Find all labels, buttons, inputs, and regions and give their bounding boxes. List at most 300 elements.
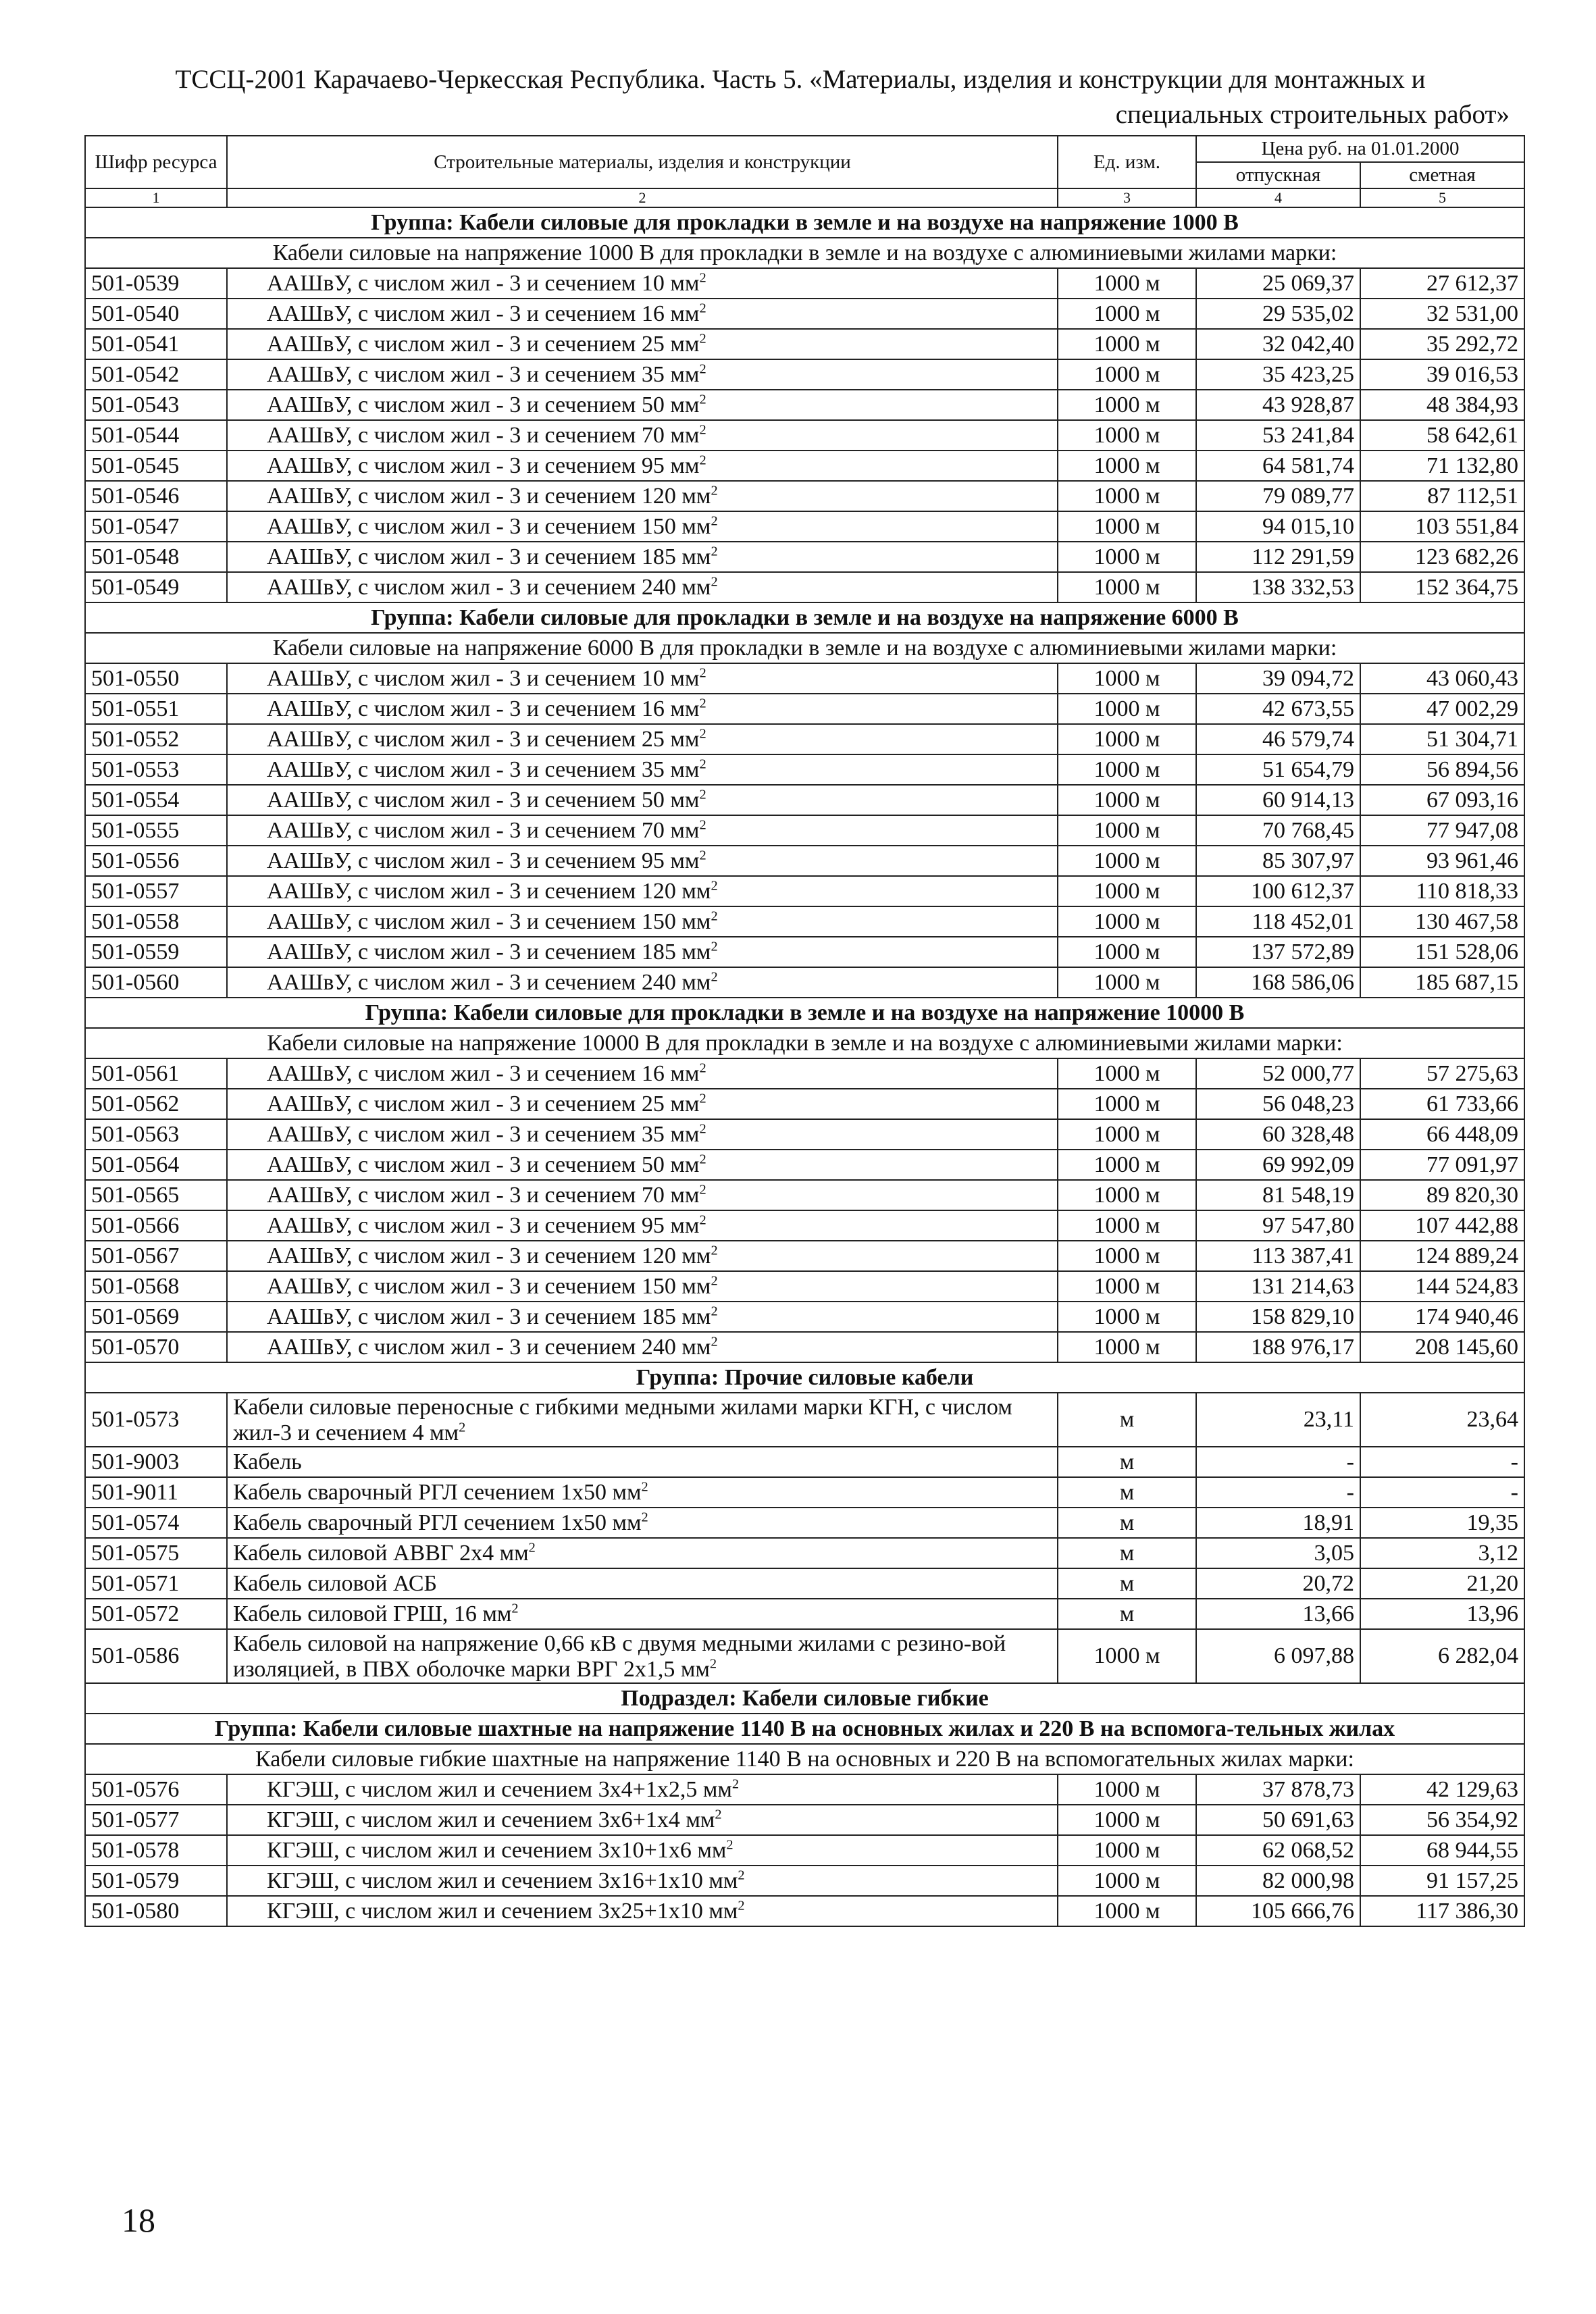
unit-superscript: 2: [711, 1273, 718, 1289]
release-price: 64 581,74: [1196, 451, 1360, 481]
material-name: [227, 1393, 1058, 1447]
material-name-text: ААШвУ, с числом жил - 3 и сечением 240 мм: [267, 1334, 711, 1360]
release-price: 6 097,88: [1196, 1629, 1360, 1683]
unit-of-measure: 1000 м: [1058, 967, 1196, 998]
material-name: [227, 876, 1058, 906]
material-name: [227, 542, 1058, 572]
group-title-row: [85, 1362, 1524, 1393]
unit-of-measure: 1000 м: [1058, 268, 1196, 299]
unit-superscript: 2: [699, 270, 706, 286]
table-row: [85, 1835, 1524, 1866]
material-name-text: ААШвУ, с числом жил - 3 и сечением 70 мм: [267, 422, 700, 448]
estimate-price: 56 354,92: [1360, 1805, 1524, 1835]
estimate-price: 3,12: [1360, 1538, 1524, 1568]
resource-code: 501-0569: [85, 1302, 227, 1332]
material-name-text: Кабели силовые переносные с гибкими медными жилами марки КГН, с числом жил-3 и сечением 4 мм: [233, 1395, 1012, 1445]
material-name-text: Кабель силовой АСБ: [233, 1570, 438, 1596]
material-name: [227, 1538, 1058, 1568]
unit-of-measure: 1000 м: [1058, 481, 1196, 511]
resource-code: 501-0565: [85, 1180, 227, 1210]
unit-superscript: 2: [711, 544, 718, 559]
material-name: [227, 815, 1058, 846]
unit-of-measure: 1000 м: [1058, 1089, 1196, 1119]
unit-superscript: 2: [711, 939, 718, 954]
unit-of-measure: 1000 м: [1058, 511, 1196, 542]
resource-code: 501-0586: [85, 1629, 227, 1683]
unit-superscript: 2: [699, 756, 706, 772]
estimate-price: 174 940,46: [1360, 1302, 1524, 1332]
resource-code: 501-0551: [85, 694, 227, 724]
material-name: [227, 1599, 1058, 1629]
material-name-text: ААШвУ, с числом жил - 3 и сечением 10 мм: [267, 270, 700, 296]
material-name-text: КГЭШ, с числом жил и сечением 3х6+1х4 мм: [267, 1807, 715, 1832]
unit-superscript: 2: [711, 908, 718, 924]
material-name: [227, 1150, 1058, 1180]
col-num-2: 2: [227, 188, 1058, 207]
group-description-row: [85, 1028, 1524, 1058]
unit-of-measure: 1000 м: [1058, 785, 1196, 815]
table-row: [85, 815, 1524, 846]
col-num-4: 4: [1196, 188, 1360, 207]
price-table: [84, 135, 1525, 1927]
unit-of-measure: м: [1058, 1393, 1196, 1447]
resource-code: 501-0540: [85, 299, 227, 329]
resource-code: 501-0553: [85, 754, 227, 785]
material-name: [227, 846, 1058, 876]
table-row: [85, 1089, 1524, 1119]
material-name-text: ААШвУ, с числом жил - 3 и сечением 35 мм: [267, 1121, 700, 1147]
estimate-price: 93 961,46: [1360, 846, 1524, 876]
resource-code: 501-0577: [85, 1805, 227, 1835]
material-name: [227, 511, 1058, 542]
release-price: 112 291,59: [1196, 542, 1360, 572]
material-name: [227, 268, 1058, 299]
col-header-price: Цена руб. на 01.01.2000: [1196, 136, 1524, 162]
release-price: 29 535,02: [1196, 299, 1360, 329]
material-name-text: ААШвУ, с числом жил - 3 и сечением 35 мм: [267, 756, 700, 782]
estimate-price: 6 282,04: [1360, 1629, 1524, 1683]
resource-code: 501-0578: [85, 1835, 227, 1866]
unit-superscript: 2: [715, 1807, 722, 1822]
col-num-3: 3: [1058, 188, 1196, 207]
col-num-5: 5: [1360, 188, 1524, 207]
material-name: [227, 1835, 1058, 1866]
unit-of-measure: 1000 м: [1058, 876, 1196, 906]
material-name: [227, 1332, 1058, 1362]
material-name-text: ААШвУ, с числом жил - 3 и сечением 150 мм: [267, 513, 711, 539]
unit-of-measure: 1000 м: [1058, 1835, 1196, 1866]
table-row: [85, 451, 1524, 481]
resource-code: 501-0567: [85, 1241, 227, 1271]
resource-code: 501-9003: [85, 1447, 227, 1477]
release-price: 35 423,25: [1196, 359, 1360, 390]
estimate-price: 27 612,37: [1360, 268, 1524, 299]
resource-code: 501-0573: [85, 1393, 227, 1447]
estimate-price: 67 093,16: [1360, 785, 1524, 815]
unit-of-measure: 1000 м: [1058, 724, 1196, 754]
release-price: 20,72: [1196, 1568, 1360, 1599]
release-price: 46 579,74: [1196, 724, 1360, 754]
release-price: 70 768,45: [1196, 815, 1360, 846]
material-name: [227, 1447, 1058, 1477]
table-row: [85, 1805, 1524, 1835]
unit-superscript: 2: [699, 1182, 706, 1198]
material-name: [227, 1058, 1058, 1089]
table-row: [85, 1119, 1524, 1150]
col-header-name: Строительные материалы, изделия и конструкции: [227, 136, 1058, 188]
material-name-text: ААШвУ, с числом жил - 3 и сечением 16 мм: [267, 696, 700, 721]
resource-code: 501-9011: [85, 1477, 227, 1508]
release-price: 32 042,40: [1196, 329, 1360, 359]
unit-superscript: 2: [699, 422, 706, 438]
table-row: [85, 299, 1524, 329]
unit-of-measure: 1000 м: [1058, 1119, 1196, 1150]
unit-superscript: 2: [459, 1420, 466, 1435]
table-row: [85, 1774, 1524, 1805]
resource-code: 501-0558: [85, 906, 227, 937]
material-name: [227, 1241, 1058, 1271]
unit-of-measure: 1000 м: [1058, 663, 1196, 694]
group-description: Кабели силовые на напряжение 6000 В для прокладки в земле и на воздухе с алюминиевыми жилами марки:: [85, 633, 1524, 663]
col-header-release: отпускная: [1196, 162, 1360, 188]
unit-of-measure: 1000 м: [1058, 846, 1196, 876]
release-price: 39 094,72: [1196, 663, 1360, 694]
table-row: [85, 329, 1524, 359]
unit-of-measure: м: [1058, 1599, 1196, 1629]
material-name-text: ААШвУ, с числом жил - 3 и сечением 50 мм: [267, 787, 700, 813]
unit-of-measure: 1000 м: [1058, 390, 1196, 420]
material-name: [227, 724, 1058, 754]
table-row: [85, 1508, 1524, 1538]
unit-of-measure: 1000 м: [1058, 1332, 1196, 1362]
material-name-text: ААШвУ, с числом жил - 3 и сечением 185 мм: [267, 939, 711, 965]
material-name: [227, 785, 1058, 815]
table-row: [85, 1180, 1524, 1210]
unit-of-measure: 1000 м: [1058, 1302, 1196, 1332]
unit-superscript: 2: [528, 1540, 536, 1555]
material-name-text: КГЭШ, с числом жил и сечением 3х10+1х6 мм: [267, 1837, 727, 1863]
release-price: 23,11: [1196, 1393, 1360, 1447]
release-price: 13,66: [1196, 1599, 1360, 1629]
estimate-price: 185 687,15: [1360, 967, 1524, 998]
resource-code: 501-0579: [85, 1866, 227, 1896]
material-name-text: ААШвУ, с числом жил - 3 и сечением 240 мм: [267, 969, 711, 995]
release-price: 81 548,19: [1196, 1180, 1360, 1210]
estimate-price: 123 682,26: [1360, 542, 1524, 572]
table-row: [85, 572, 1524, 602]
resource-code: 501-0541: [85, 329, 227, 359]
estimate-price: -: [1360, 1447, 1524, 1477]
estimate-price: 103 551,84: [1360, 511, 1524, 542]
table-row: [85, 663, 1524, 694]
material-name-text: ААШвУ, с числом жил - 3 и сечением 70 мм: [267, 817, 700, 843]
resource-code: 501-0568: [85, 1271, 227, 1302]
group-description: Кабели силовые на напряжение 1000 В для прокладки в земле и на воздухе с алюминиевыми жилами марки:: [85, 238, 1524, 268]
unit-superscript: 2: [711, 969, 718, 985]
release-price: 52 000,77: [1196, 1058, 1360, 1089]
release-price: 118 452,01: [1196, 906, 1360, 937]
table-header-row: [85, 136, 1524, 162]
material-name-text: ААШвУ, с числом жил - 3 и сечением 50 мм: [267, 392, 700, 417]
subsection-title-row: [85, 1683, 1524, 1714]
material-name: [227, 1508, 1058, 1538]
unit-of-measure: 1000 м: [1058, 572, 1196, 602]
resource-code: 501-0560: [85, 967, 227, 998]
material-name-text: Кабель сварочный РГЛ сечением 1x50 мм: [233, 1479, 642, 1505]
resource-code: 501-0542: [85, 359, 227, 390]
material-name-text: ААШвУ, с числом жил - 3 и сечением 10 мм: [267, 665, 700, 691]
estimate-price: 91 157,25: [1360, 1866, 1524, 1896]
release-price: 105 666,76: [1196, 1896, 1360, 1926]
material-name: [227, 1210, 1058, 1241]
unit-of-measure: м: [1058, 1538, 1196, 1568]
unit-superscript: 2: [731, 1776, 740, 1792]
material-name: [227, 299, 1058, 329]
unit-of-measure: 1000 м: [1058, 1896, 1196, 1926]
col-header-estimate: сметная: [1360, 162, 1524, 188]
col-num-1: 1: [85, 188, 227, 207]
table-row: [85, 359, 1524, 390]
header-line-1: ТССЦ-2001 Карачаево-Черкесская Республика. Часть 5. «Материалы, изделия и конструкции для монтажных и: [175, 65, 1426, 94]
material-name-text: Кабель силовой АВВГ 2x4 мм: [233, 1540, 529, 1566]
material-name: [227, 329, 1058, 359]
material-name-text: ААШвУ, с числом жил - 3 и сечением 240 мм: [267, 574, 711, 600]
material-name-text: ААШвУ, с числом жил - 3 и сечением 120 мм: [267, 483, 711, 509]
unit-superscript: 2: [699, 331, 706, 346]
table-row: [85, 1271, 1524, 1302]
estimate-price: 110 818,33: [1360, 876, 1524, 906]
release-price: 51 654,79: [1196, 754, 1360, 785]
unit-of-measure: 1000 м: [1058, 1774, 1196, 1805]
table-row: [85, 1241, 1524, 1271]
table-row: [85, 724, 1524, 754]
estimate-price: 58 642,61: [1360, 420, 1524, 451]
resource-code: 501-0571: [85, 1568, 227, 1599]
estimate-price: 144 524,83: [1360, 1271, 1524, 1302]
estimate-price: 130 467,58: [1360, 906, 1524, 937]
unit-of-measure: 1000 м: [1058, 1866, 1196, 1896]
unit-of-measure: м: [1058, 1508, 1196, 1538]
material-name-text: ААШвУ, с числом жил - 3 и сечением 95 мм: [267, 453, 700, 478]
material-name-text: Кабель: [233, 1449, 302, 1474]
table-row: [85, 937, 1524, 967]
material-name-text: ААШвУ, с числом жил - 3 и сечением 185 мм: [267, 544, 711, 569]
group-title: Группа: Кабели силовые для прокладки в земле и на воздухе на напряжение 10000 В: [85, 998, 1524, 1028]
material-name: [227, 1805, 1058, 1835]
release-price: 53 241,84: [1196, 420, 1360, 451]
table-row: [85, 1568, 1524, 1599]
estimate-price: 77 947,08: [1360, 815, 1524, 846]
material-name: [227, 572, 1058, 602]
estimate-price: 208 145,60: [1360, 1332, 1524, 1362]
release-price: 82 000,98: [1196, 1866, 1360, 1896]
unit-of-measure: 1000 м: [1058, 694, 1196, 724]
estimate-price: 124 889,24: [1360, 1241, 1524, 1271]
estimate-price: 39 016,53: [1360, 359, 1524, 390]
material-name: [227, 420, 1058, 451]
resource-code: 501-0561: [85, 1058, 227, 1089]
estimate-price: 21,20: [1360, 1568, 1524, 1599]
release-price: 3,05: [1196, 1538, 1360, 1568]
resource-code: 501-0554: [85, 785, 227, 815]
material-name: [227, 1477, 1058, 1508]
group-description-row: [85, 238, 1524, 268]
table-row: [85, 785, 1524, 815]
release-price: 56 048,23: [1196, 1089, 1360, 1119]
estimate-price: 107 442,88: [1360, 1210, 1524, 1241]
table-row: [85, 1302, 1524, 1332]
material-name-text: ААШвУ, с числом жил - 3 и сечением 120 мм: [267, 1243, 711, 1268]
release-price: 97 547,80: [1196, 1210, 1360, 1241]
table-row: [85, 1150, 1524, 1180]
unit-superscript: 2: [641, 1479, 648, 1495]
unit-of-measure: м: [1058, 1447, 1196, 1477]
material-name: [227, 967, 1058, 998]
table-row: [85, 1447, 1524, 1477]
unit-superscript: 2: [738, 1898, 745, 1913]
release-price: 60 328,48: [1196, 1119, 1360, 1150]
unit-of-measure: 1000 м: [1058, 1629, 1196, 1683]
release-price: 60 914,13: [1196, 785, 1360, 815]
material-name: [227, 1896, 1058, 1926]
resource-code: 501-0550: [85, 663, 227, 694]
release-price: -: [1196, 1477, 1360, 1508]
material-name: [227, 1774, 1058, 1805]
release-price: 18,91: [1196, 1508, 1360, 1538]
resource-code: 501-0559: [85, 937, 227, 967]
material-name-text: ААШвУ, с числом жил - 3 и сечением 150 мм: [267, 1273, 711, 1299]
unit-superscript: 2: [699, 1091, 706, 1106]
release-price: -: [1196, 1447, 1360, 1477]
table-row: [85, 1896, 1524, 1926]
unit-superscript: 2: [711, 878, 718, 894]
material-name-text: КГЭШ, с числом жил и сечением 3х4+1х2,5 мм: [267, 1776, 732, 1802]
unit-superscript: 2: [711, 513, 718, 529]
estimate-price: -: [1360, 1477, 1524, 1508]
unit-superscript: 2: [699, 665, 706, 681]
resource-code: 501-0555: [85, 815, 227, 846]
unit-superscript: 2: [699, 453, 706, 468]
group-title: Группа: Кабели силовые для прокладки в земле и на воздухе на напряжение 6000 В: [85, 602, 1524, 633]
release-price: 69 992,09: [1196, 1150, 1360, 1180]
unit-superscript: 2: [709, 1656, 717, 1672]
resource-code: 501-0552: [85, 724, 227, 754]
release-price: 37 878,73: [1196, 1774, 1360, 1805]
material-name-text: Кабель сварочный РГЛ сечением 1x50 мм: [233, 1510, 642, 1535]
unit-superscript: 2: [711, 483, 718, 498]
unit-superscript: 2: [699, 1121, 706, 1137]
table-row: [85, 1332, 1524, 1362]
page-number: 18: [122, 2201, 155, 2239]
table-row: [85, 1538, 1524, 1568]
group-title: Группа: Кабели силовые шахтные на напряжение 1140 В на основных жилах и 220 В на вспомога-тельных жилах: [85, 1714, 1524, 1744]
unit-of-measure: 1000 м: [1058, 1210, 1196, 1241]
table-row: [85, 542, 1524, 572]
release-price: 43 928,87: [1196, 390, 1360, 420]
document-header: [88, 62, 1513, 132]
unit-of-measure: 1000 м: [1058, 1241, 1196, 1271]
material-name: [227, 1180, 1058, 1210]
resource-code: 501-0574: [85, 1508, 227, 1538]
resource-code: 501-0564: [85, 1150, 227, 1180]
resource-code: 501-0547: [85, 511, 227, 542]
estimate-price: 35 292,72: [1360, 329, 1524, 359]
table-row: [85, 420, 1524, 451]
table-row: [85, 1393, 1524, 1447]
unit-of-measure: 1000 м: [1058, 451, 1196, 481]
material-name-text: ААШвУ, с числом жил - 3 и сечением 150 мм: [267, 908, 711, 934]
unit-of-measure: 1000 м: [1058, 1805, 1196, 1835]
unit-of-measure: 1000 м: [1058, 815, 1196, 846]
estimate-price: 71 132,80: [1360, 451, 1524, 481]
unit-of-measure: 1000 м: [1058, 1180, 1196, 1210]
release-price: 42 673,55: [1196, 694, 1360, 724]
release-price: 131 214,63: [1196, 1271, 1360, 1302]
resource-code: 501-0562: [85, 1089, 227, 1119]
release-price: 168 586,06: [1196, 967, 1360, 998]
unit-superscript: 2: [699, 848, 706, 863]
unit-of-measure: 1000 м: [1058, 1058, 1196, 1089]
estimate-price: 47 002,29: [1360, 694, 1524, 724]
group-title-row: [85, 602, 1524, 633]
estimate-price: 77 091,97: [1360, 1150, 1524, 1180]
estimate-price: 23,64: [1360, 1393, 1524, 1447]
estimate-price: 19,35: [1360, 1508, 1524, 1538]
unit-of-measure: 1000 м: [1058, 906, 1196, 937]
group-description-row: [85, 633, 1524, 663]
group-description: Кабели силовые гибкие шахтные на напряжение 1140 В на основных и 220 В на вспомогательных жилах марки:: [85, 1744, 1524, 1774]
material-name-text: ААШвУ, с числом жил - 3 и сечением 25 мм: [267, 331, 700, 357]
group-title-row: [85, 998, 1524, 1028]
estimate-price: 57 275,63: [1360, 1058, 1524, 1089]
estimate-price: 151 528,06: [1360, 937, 1524, 967]
header-line-2: специальных строительных работ»: [1115, 100, 1510, 129]
resource-code: 501-0544: [85, 420, 227, 451]
material-name-text: ААШвУ, с числом жил - 3 и сечением 95 мм: [267, 1212, 700, 1238]
material-name: [227, 1866, 1058, 1896]
resource-code: 501-0570: [85, 1332, 227, 1362]
unit-of-measure: 1000 м: [1058, 299, 1196, 329]
unit-superscript: 2: [711, 574, 718, 590]
estimate-price: 42 129,63: [1360, 1774, 1524, 1805]
estimate-price: 51 304,71: [1360, 724, 1524, 754]
resource-code: 501-0546: [85, 481, 227, 511]
resource-code: 501-0548: [85, 542, 227, 572]
release-price: 137 572,89: [1196, 937, 1360, 967]
group-description: Кабели силовые на напряжение 10000 В для прокладки в земле и на воздухе с алюминиевыми жилами марки:: [85, 1028, 1524, 1058]
estimate-price: 89 820,30: [1360, 1180, 1524, 1210]
release-price: 85 307,97: [1196, 846, 1360, 876]
unit-of-measure: 1000 м: [1058, 359, 1196, 390]
table-row: [85, 1629, 1524, 1683]
unit-superscript: 2: [699, 392, 706, 407]
resource-code: 501-0566: [85, 1210, 227, 1241]
unit-superscript: 2: [699, 301, 706, 316]
subsection-title: Подраздел: Кабели силовые гибкие: [85, 1683, 1524, 1714]
unit-of-measure: 1000 м: [1058, 937, 1196, 967]
group-title-row: [85, 207, 1524, 238]
material-name: [227, 1089, 1058, 1119]
table-row: [85, 481, 1524, 511]
estimate-price: 32 531,00: [1360, 299, 1524, 329]
table-row: [85, 694, 1524, 724]
unit-superscript: 2: [738, 1868, 745, 1883]
material-name: [227, 451, 1058, 481]
table-row: [85, 511, 1524, 542]
table-row: [85, 1866, 1524, 1896]
estimate-price: 152 364,75: [1360, 572, 1524, 602]
resource-code: 501-0563: [85, 1119, 227, 1150]
